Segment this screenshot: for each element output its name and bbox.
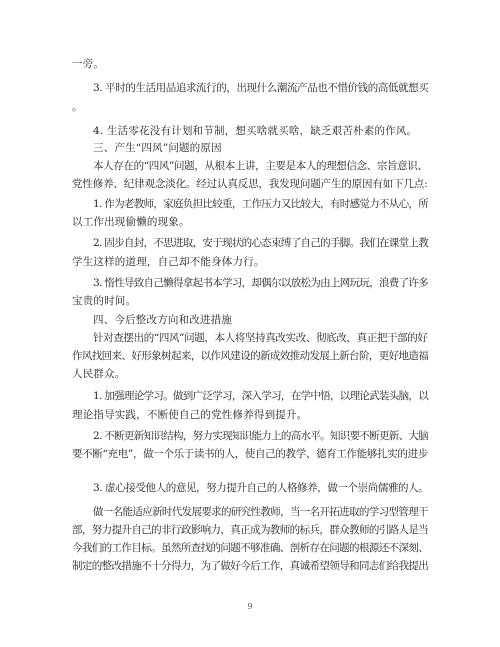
text-line: 宝贵的时间。: [72, 295, 137, 307]
section-heading: 四、今后整改方向和改进措施: [93, 314, 233, 326]
text-line: 3. 平时的生活用品追求流行的，出现什么潮流产品也不惜价钱的高低就想买: [93, 82, 429, 94]
text-line: 部，努力提升自己的非行政影响力，真正成为教师的标兵，群众教师的引路人是当: [72, 524, 429, 536]
text-line: 学生这样的道理，自己却不能身体力行。: [72, 256, 265, 268]
text-line: 3. 虚心接受他人的意见，努力提升自己的人格修养，做一个崇尚儒雅的人。: [93, 482, 429, 494]
text-line: 针对查摆出的“四风”问题，本人将坚持真改实改、彻底改，真正把干部的好: [93, 332, 428, 344]
text-line: 1. 加强理论学习。做到广泛学习，深入学习，在学中悟，以理论武装头脑，以: [93, 390, 429, 402]
text-line: 要不断“充电”，做一个乐于读书的人，使自己的教学、德育工作能够扎实的进步: [72, 448, 428, 460]
text-line: 本人存在的“四风”问题，从根本上讲，主要是本人的理想信念、宗旨意识、: [93, 160, 428, 172]
text-line: 制定的整改措施不十分得力，为了做好今后工作，真诚希望领导和同志们给我提出: [72, 560, 429, 572]
text-line: 人民群众。: [72, 368, 126, 380]
section-heading: 三、产生“四风”问题的原因: [93, 142, 222, 154]
text-line: 作风找回来、好形象树起来，以作风建设的新成效推动发展上新台阶，更好地造福: [72, 350, 429, 362]
text-line: 2. 固步自封，不思进取，安于现状的心态束缚了自己的手脚。我们在课堂上教: [93, 237, 429, 249]
text-line: 以工作出现偷懒的现象。: [72, 216, 190, 228]
text-line: 今我们的工作目标。虽然所查找的问题不够准确、剖析存在问题的根源还不深刻、: [72, 542, 429, 554]
text-line: 4. 生活零花没有计划和节制，想买啥就买啥，缺乏艰苦朴素的作风。: [93, 125, 418, 137]
page-number: 9: [247, 602, 253, 611]
text-line: 理论指导实践，不断使自己的党性修养得到提升。: [72, 409, 308, 421]
text-line: 1. 作为老教师，家庭负担比较重，工作压力又比较大，有时感觉力不从心，所: [93, 198, 429, 210]
text-line: 党性修养、纪律观念淡化。经过认真反思，我发现问题产生的原因有如下几点:: [72, 178, 428, 190]
text-line: 一旁。: [72, 58, 105, 70]
text-line: 3. 惰性导致自己懒得拿起书本学习，却偶尔以放松为由上网玩玩，浪费了许多: [93, 277, 429, 289]
text-line: 2. 不断更新知识结构，努力实现知识能力上的高水平。知识要不断更新、大脑: [93, 430, 429, 442]
text-line: 做一名能适应新时代发展要求的研究性教师，当一名开拓进取的学习型管理干: [93, 506, 428, 518]
text-line: 。: [72, 101, 83, 113]
